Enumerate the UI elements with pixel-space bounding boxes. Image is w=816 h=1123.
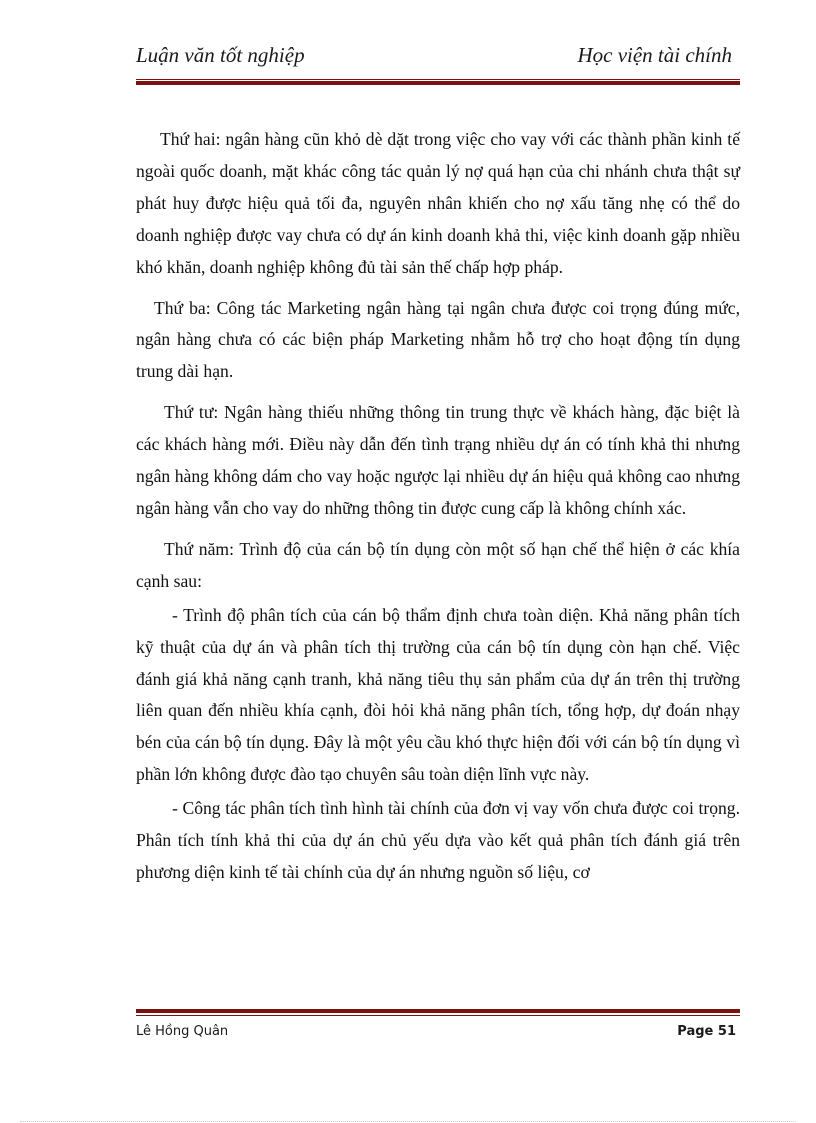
- page-header: [136, 40, 740, 72]
- paragraph-thu-hai: Thứ hai: ngân hàng cũn khỏ dè dặt trong việc cho vay với các thành phần kinh tế ngoài quốc doanh, mặt khác công tác quản lý nợ quá hạn của chi nhánh chưa thật sự phát huy được hiệu quả tối đa, nguyên nhân khiến cho nợ xấu tăng nhẹ có thể do doanh nghiệp được vay chưa có dự án kinh doanh khả thi, việc kinh doanh gặp nhiều khó khăn, doanh nghiệp không đủ tài sản thế chấp hợp pháp.: [136, 129, 740, 277]
- header-rule-thick: [136, 81, 740, 85]
- page-number: Page 51: [677, 1024, 736, 1039]
- institution-name: Học viện tài chính: [577, 43, 732, 67]
- header-rule-thin: [136, 79, 740, 80]
- bullet-phan-tich-tai-chinh: - Công tác phân tích tình hình tài chính của đơn vị vay vốn chưa được coi trọng. Phân tích tính khả thi của dự án chủ yếu dựa vào kết quả phân tích đánh giá trên phương diện kinh tế tài chính của dự án nhưng nguồn số liệu, cơ: [136, 798, 740, 882]
- footer-rule-thin: [136, 1015, 740, 1016]
- bullet-trinh-do-phan-tich: - Trình độ phân tích của cán bộ thẩm định chưa toàn diện. Khả năng phân tích kỹ thuật của dự án và phân tích thị trường của cán bộ tín dụng còn hạn chế. Việc đánh giá khả năng cạnh tranh, khả năng tiêu thụ sản phẩm của dự án trên thị trường liên quan đến nhiều khía cạnh, đòi hỏi khả năng phân tích, tổng hợp, dự đoán nhạy bén của cán bộ tín dụng. Đây là một yêu cầu khó thực hiện đối với cán bộ tín dụng vì phần lớn không được đào tạo chuyên sâu toàn diện lĩnh vực này.: [136, 604, 740, 785]
- paragraph-thu-tu: Thứ tư: Ngân hàng thiếu những thông tin trung thực về khách hàng, đặc biệt là các khách hàng mới. Điều này dẫn đến tình trạng nhiều dự án có tính khả thi nhưng ngân hàng không dám cho vay hoặc ngược lại nhiều dự án hiệu quả không cao nhưng ngân hàng vẫn cho vay do những thông tin được cung cấp là không chính xác.: [136, 402, 740, 518]
- footer-author: Lê Hồng Quân: [136, 1024, 229, 1039]
- footer-rule-thick: [136, 1009, 740, 1013]
- paragraph-thu-ba: Thứ ba: Công tác Marketing ngân hàng tại ngân chưa được coi trọng đúng mức, ngân hàng chưa có các biện pháp Marketing nhằm hỗ trợ cho hoạt động tín dụng trung dài hạn.: [136, 297, 740, 382]
- paragraph-thu-nam: Thứ năm: Trình độ của cán bộ tín dụng còn một số hạn chế thể hiện ở các khía cạnh sau:: [136, 538, 740, 591]
- document-body: [136, 124, 740, 889]
- thesis-title: Luận văn tốt nghiệp: [136, 43, 305, 67]
- page-edge-divider: [20, 1121, 796, 1122]
